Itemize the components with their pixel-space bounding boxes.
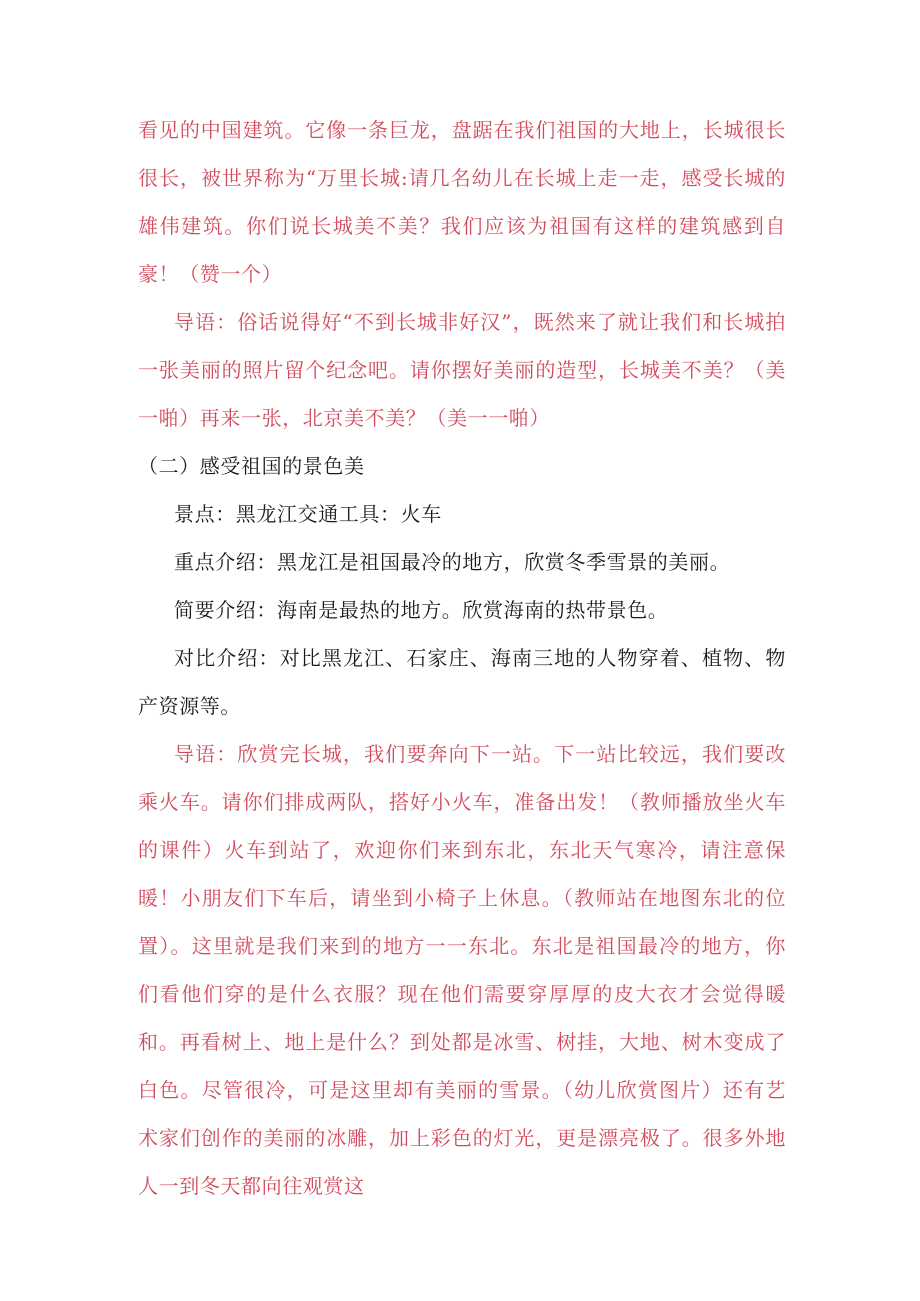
section-heading-scenery: （二）感受祖国的景色美 [138,454,365,478]
paragraph-train-northeast: 导语：欣赏完长城，我们要奔向下一站。下一站比较远，我们要改乘火车。请你们排成两队，搭好小火车，准备出发！（教师播放坐火车的课件）火车到站了，欢迎你们来到东北，东北天气寒冷，请注意保暖！小朋友们下车后，请坐到小椅子上休息。（教师站在地图东北的位置）。这里就是我们来到的地方一一东北。东北是祖国最冷的地方，你们看他们穿的是什么衣服？现在他们需要穿厚厚的皮大衣才会觉得暖和。再看树上、地上是什么？到处都是冰雪、树挂，大地、树木变成了白色。尽管很冷，可是这里却有美丽的雪景。（幼儿欣赏图片）还有艺术家们创作的美丽的冰雕，加上彩色的灯光，更是漂亮极了。很多外地人一到冬天都向往观赏这 [138,742,786,1198]
paragraph-scenic-spot: 景点：黑龙江交通工具：火车 [174,502,442,526]
paragraph-brief-intro: 简要介绍：海南是最热的地方。欣赏海南的热带景色。 [174,598,669,622]
paragraph-comparison-intro: 对比介绍：对比黑龙江、石家庄、海南三地的人物穿着、植物、物产资源等。 [138,646,786,718]
paragraph-photo-intro: 导语：俗话说得好“不到长城非好汉”，既然来了就让我们和长城拍一张美丽的照片留个纪念吧。请你摆好美丽的造型，长城美不美？（美一啪）再来一张，北京美不美？（美一一啪） [138,310,786,430]
paragraph-great-wall-description: 看见的中国建筑。它像一条巨龙，盘踞在我们祖国的大地上，长城很长很长，被世界称为“万里长城:请几名幼儿在长城上走一走，感受长城的雄伟建筑。你们说长城美不美？我们应该为祖国有这样的建筑感到自豪！（赞一个） [138,118,786,286]
paragraph-key-intro: 重点介绍：黑龙江是祖国最冷的地方，欣赏冬季雪景的美丽。 [174,550,731,574]
